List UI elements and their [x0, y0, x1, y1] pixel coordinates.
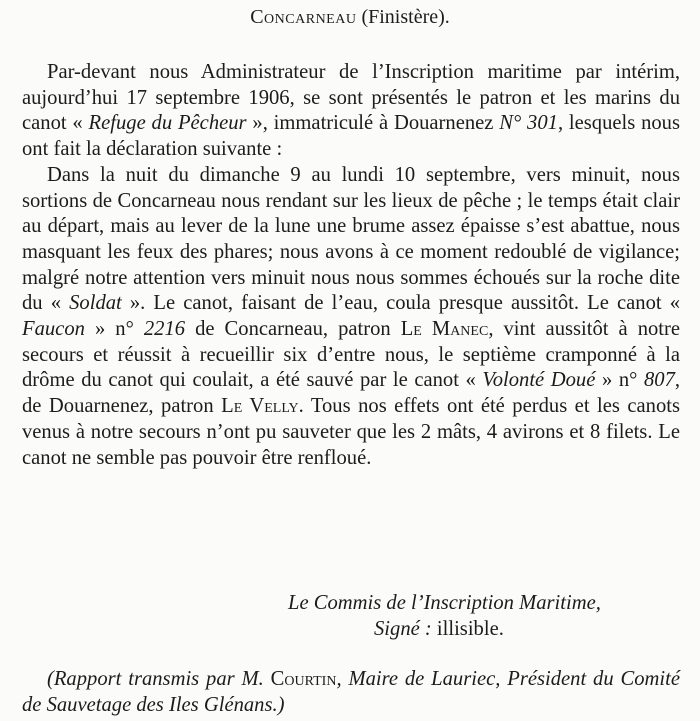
boat-name: Volonté Doué [482, 369, 596, 392]
text-run: . Tous nos effets ont été perdus et les canots venus à notre secours n’ont pu sauveter que les 2 mâts, 4 avirons et 8 filets. Le canot ne semble pas pouvoir être renfloué. [22, 395, 680, 469]
signed-label: Signé : [374, 618, 432, 640]
rock-name: Soldat [69, 292, 122, 315]
person-name: Courtin [270, 668, 337, 690]
patron-name: Le Manec [400, 318, 489, 341]
text-run: , vint aussitôt à notre secours et réussit à recueillir six d’entre nous, le septième cramponné à la drôme du canot qui coulait, a été sauvé par le canot « [22, 318, 681, 392]
report-body [22, 60, 680, 471]
text-run: de Concarneau, patron [185, 318, 401, 341]
text-run: Par-devant nous Administrateur de l’Inscription maritime par intérim, aujourd’hui 17 septembre 1906, se sont présentés le patron et les marins du canot « [22, 61, 680, 135]
text-run: » n° [84, 318, 144, 341]
text-run: ». Le canot, faisant de l’eau, coula presque aussitôt. Le canot « [121, 292, 680, 315]
heading-place: Concarneau [250, 6, 357, 28]
signature-title: Le Commis de l’Inscription Maritime, [288, 592, 601, 614]
registration-number: N° 301 [499, 112, 558, 135]
signature-line [0, 618, 700, 641]
text-run: , Maire de Lauriec, Président du Comité de Sauvetage des Iles Glénans.) [22, 668, 680, 716]
signed-value: illisible. [436, 618, 504, 640]
paragraph-account [22, 163, 680, 471]
text-run: , de Douarnenez, patron [22, 369, 681, 418]
text-run: , lesquels nous ont fait la déclaration suivante : [22, 112, 680, 161]
boat-name: Faucon [22, 318, 85, 341]
document-heading [0, 6, 700, 29]
registration-number: 807 [643, 369, 675, 392]
paragraph-declaration [22, 60, 680, 163]
boat-name: Refuge du Pêcheur [88, 112, 247, 135]
text-run: » n° [595, 369, 644, 392]
registration-number: 2216 [143, 318, 186, 341]
patron-name: Le Velly [221, 395, 299, 418]
text-run: (Rapport transmis par M. [47, 668, 271, 690]
text-run: Dans la nuit du dimanche 9 au lundi 10 septembre, vers minuit, nous sortions de Concarneau nous rendant sur les lieux de pêche ; le temps était clair au départ, mais au lever de la lune une brume assez épaisse s’est abattue, nous masquant les feux des phares; nous avons à ce moment redoublé de vigilance; malgré notre attention vers minuit nous nous sommes échoués sur la roche dite du « [22, 163, 680, 315]
transmission-note [22, 667, 680, 718]
heading-department: (Finistère). [361, 6, 450, 28]
text-run: », immatriculé à Douarnenez [246, 112, 500, 135]
